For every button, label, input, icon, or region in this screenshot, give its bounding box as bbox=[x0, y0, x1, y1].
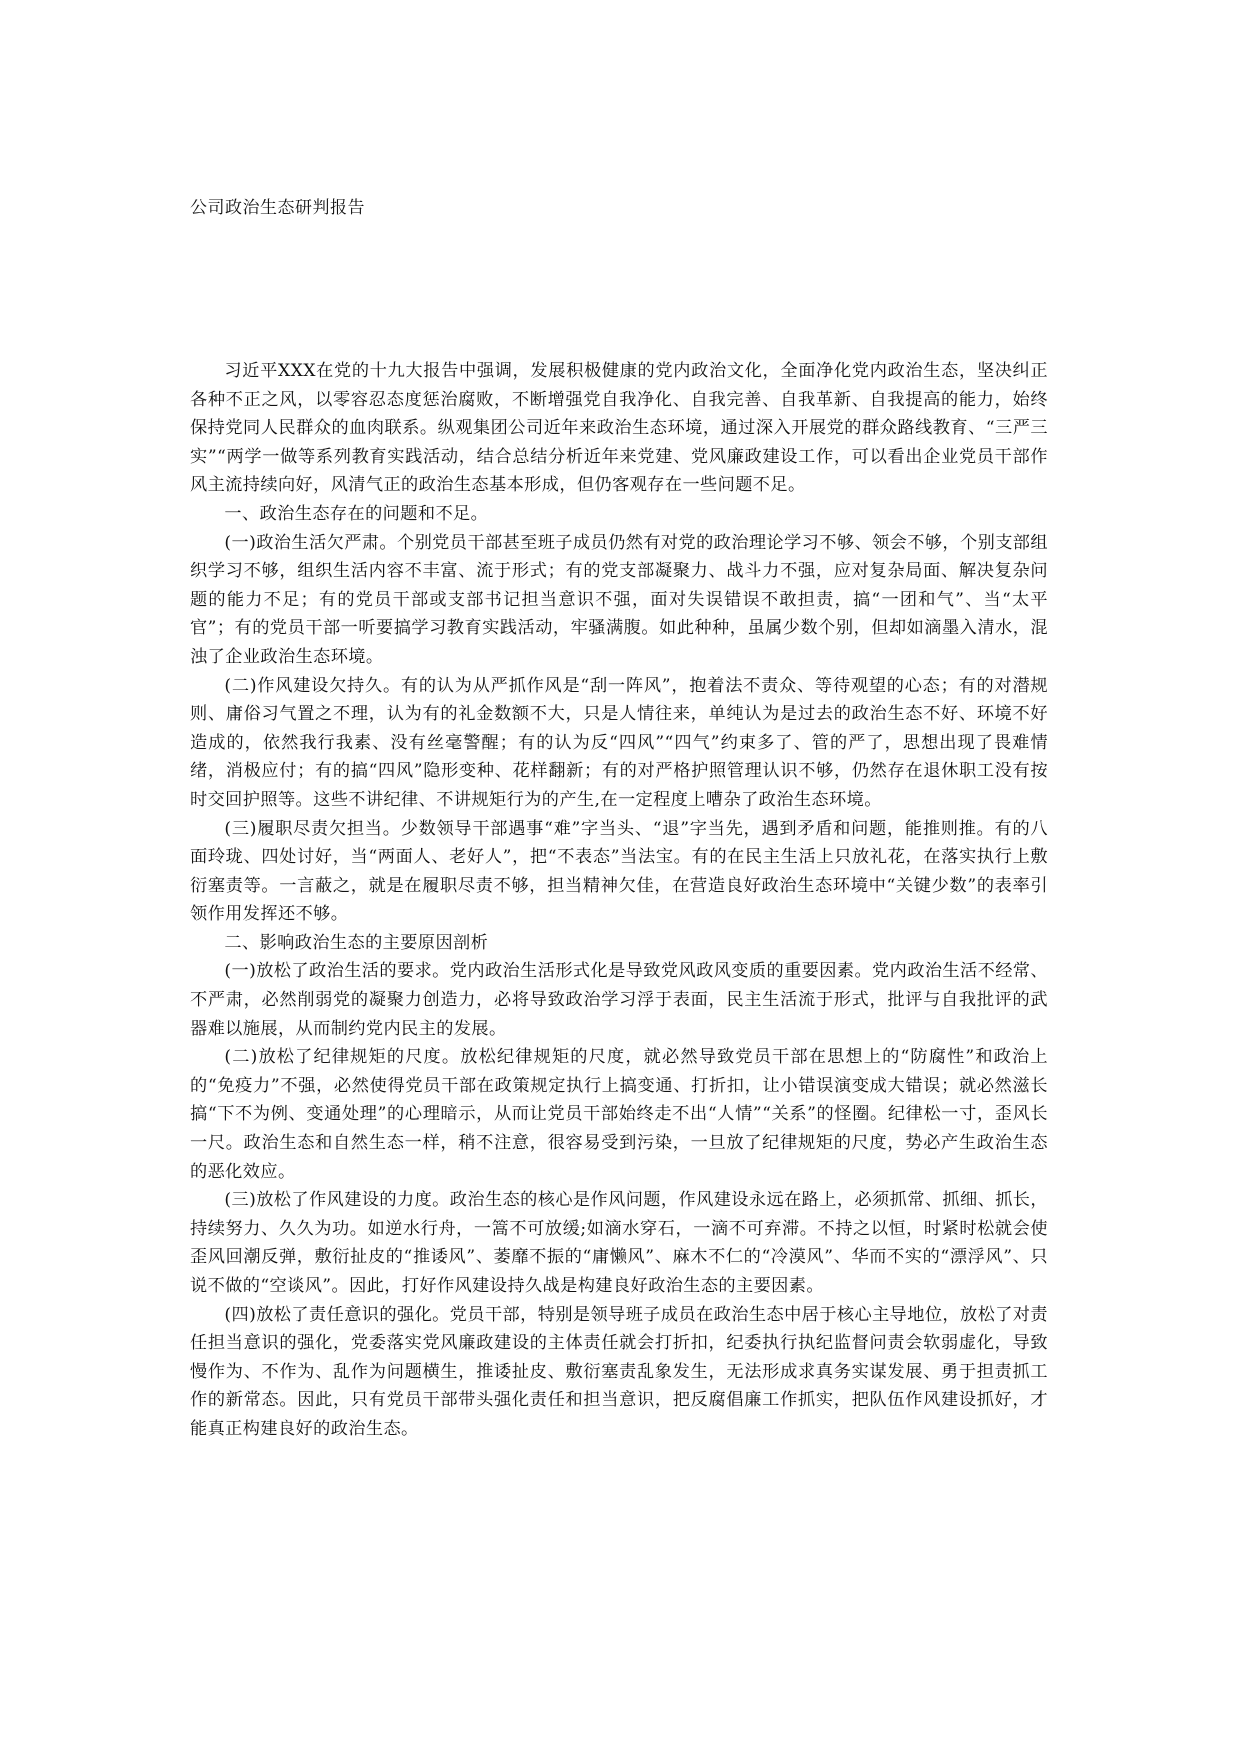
paragraph-1-3: (三)履职尽责欠担当。少数领导干部遇事“难”字当头、“退”字当先，遇到矛盾和问题，能推则推。有的八面玲珑、四处讨好，当“两面人、老好人”，把“不表态”当法宝。有的在民主生活上只放礼花，在落实执行上敷衍塞责等。一言蔽之，就是在履职尽责不够，担当精神欠佳，在营造良好政治生态环境中“关键少数”的表率引领作用发挥还不够。 bbox=[190, 818, 1048, 925]
section-heading-1: 一、政治生态存在的问题和不足。 bbox=[224, 503, 489, 524]
paragraph-2-2: (二)放松了纪律规矩的尺度。放松纪律规矩的尺度，就必然导致党员干部在思想上的“防腐性”和政治上的“免疫力”不强，必然使得党员干部在政策规定执行上搞变通、打折扣，让小错误演变成大错误；就必然滋长搞“下不为例、变通处理”的心理暗示，从而让党员干部始终走不出“人情”“关系”的怪圈。纪律松一寸，歪风长一尺。政治生态和自然生态一样，稍不注意，很容易受到污染，一旦放了纪律规矩的尺度，势必产生政治生态的恶化效应。 bbox=[190, 1047, 1048, 1182]
document-title: 公司政治生态研判报告 bbox=[190, 198, 365, 218]
paragraph-intro: 习近平XXX在党的十九大报告中强调，发展积极健康的党内政治文化，全面净化党内政治生态，坚决纠正各种不正之风，以零容忍态度惩治腐败，不断增强党自我净化、自我完善、自我革新、自我提高的能力，始终保持党同人民群众的血肉联系。纵观集团公司近年来政治生态环境，通过深入开展党的群众路线教育、“三严三实”“两学一做等系列教育实践活动，结合总结分析近年来党建、党风廉政建设工作，可以看出企业党员干部作风主流持续向好，风清气正的政治生态基本形成，但仍客观存在一些问题不足。 bbox=[190, 361, 1048, 496]
paragraph-2-4: (四)放松了责任意识的强化。党员干部，特别是领导班子成员在政治生态中居于核心主导地位，放松了对责任担当意识的强化，党委落实党风廉政建设的主体责任就会打折扣，纪委执行执纪监督问责会软弱虚化，导致慢作为、不作为、乱作为问题横生，推诿扯皮、敷衍塞责乱象发生，无法形成求真务实谋发展、勇于担责抓工作的新常态。因此，只有党员干部带头强化责任和担当意识，把反腐倡廉工作抓实，把队伍作风建设抓好，才能真正构建良好的政治生态。 bbox=[190, 1304, 1048, 1439]
paragraph-2-3: (三)放松了作风建设的力度。政治生态的核心是作风问题，作风建设永远在路上，必须抓常、抓细、抓长，持续努力、久久为功。如逆水行舟，一篙不可放缓;如滴水穿石，一滴不可弃滞。不持之以恒，时紧时松就会使歪风回潮反弹，敷衍扯皮的“推诿风”、萎靡不振的“庸懒风”、麻木不仁的“冷漠风”、华而不实的“漂浮风”、只说不做的“空谈风”。因此，打好作风建设持久战是构建良好政治生态的主要因素。 bbox=[190, 1190, 1048, 1296]
section-heading-2: 二、影响政治生态的主要原因剖析 bbox=[224, 932, 489, 953]
document-body bbox=[190, 357, 1048, 1444]
paragraph-1-1: (一)政治生活欠严肃。个别党员干部甚至班子成员仍然有对党的政治理论学习不够、领会不够，个别支部组织学习不够，组织生活内容不丰富、流于形式；有的党支部凝聚力、战斗力不强，应对复杂局面、解决复杂问题的能力不足；有的党员干部或支部书记担当意识不强，面对失误错误不敢担责，搞“一团和气”、当“太平官”；有的党员干部一听要搞学习教育实践活动，牢骚满腹。如此种种，虽属少数个别，但却如滴墨入清水，混浊了企业政治生态环境。 bbox=[190, 532, 1048, 667]
paragraph-1-2: (二)作风建设欠持久。有的认为从严抓作风是“刮一阵风”，抱着法不责众、等待观望的心态；有的对潜规则、庸俗习气置之不理，认为有的礼金数额不大，只是人情往来，单纯认为是过去的政治生态不好、环境不好造成的，依然我行我素、没有丝毫警醒；有的认为反“四风”“四气”约束多了、管的严了，思想出现了畏难情绪，消极应付；有的搞“四风”隐形变种、花样翻新；有的对严格护照管理认识不够，仍然存在退休职工没有按时交回护照等。这些不讲纪律、不讲规矩行为的产生,在一定程度上嘈杂了政治生态环境。 bbox=[190, 675, 1048, 810]
paragraph-2-1: (一)放松了政治生活的要求。党内政治生活形式化是导致党风政风变质的重要因素。党内政治生活不经常、不严肃，必然削弱党的凝聚力创造力，必将导致政治学习浮于表面，民主生活流于形式，批评与自我批评的武器难以施展，从而制约党内民主的发展。 bbox=[190, 961, 1048, 1039]
